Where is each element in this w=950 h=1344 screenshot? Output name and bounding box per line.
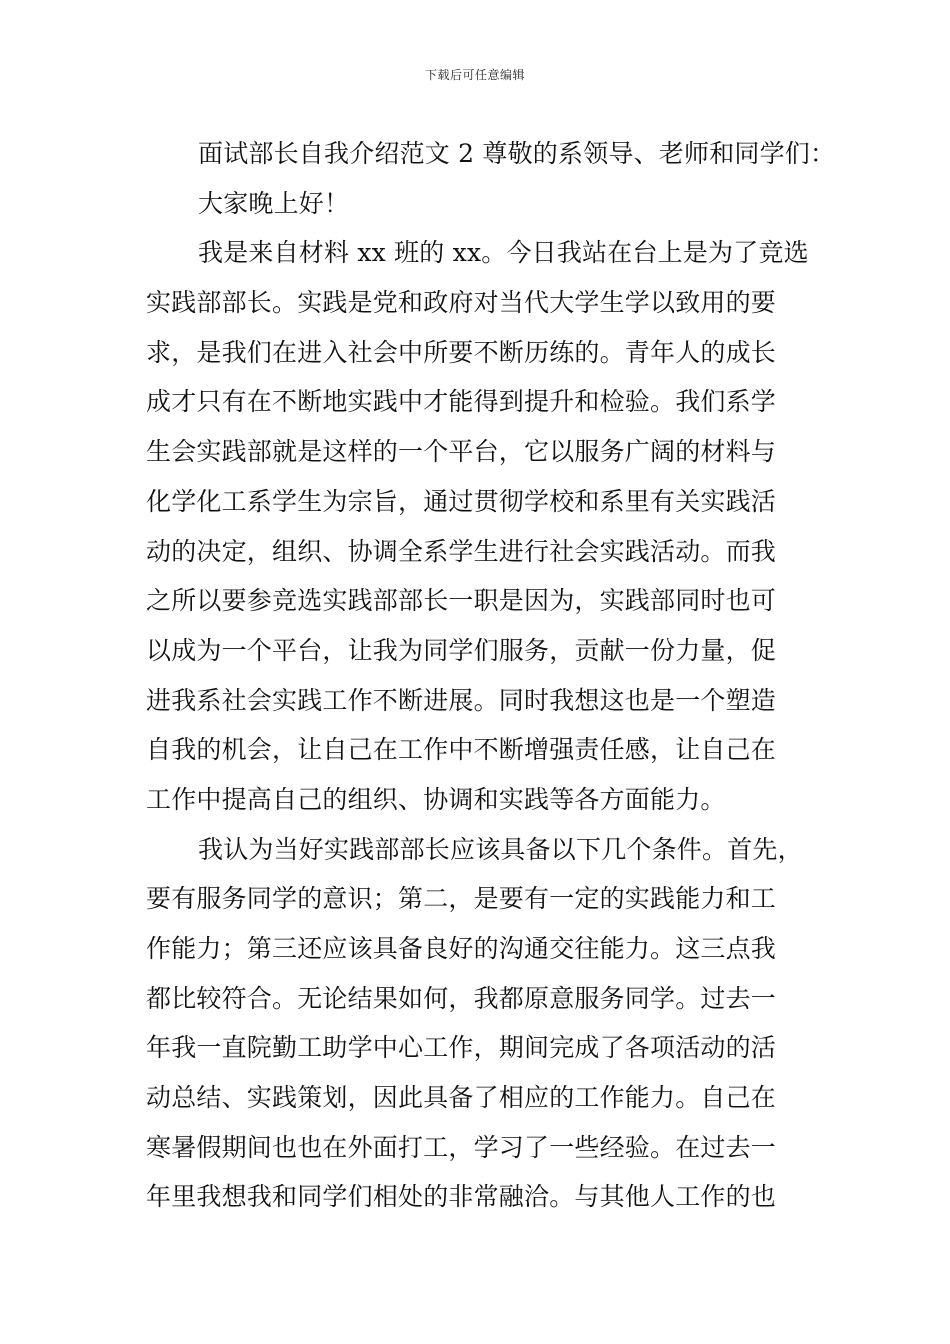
text-line: 要有服务同学的意识；第二，是要有一定的实践能力和工 <box>146 884 777 914</box>
text-line: 面试部长自我介绍范文 2 尊敬的系领导、老师和同学们： <box>198 139 836 168</box>
text-line: 都比较符合。无论结果如何，我都原意服务同学。过去一 <box>146 983 777 1013</box>
text-line: 实践部部长。实践是党和政府对当代大学生学以致用的要 <box>146 288 777 318</box>
text-line: 化学化工系学生为宗旨，通过贯彻学校和系里有关实践活 <box>146 486 777 516</box>
text-line: 年里我想我和同学们相处的非常融洽。与其他人工作的也 <box>146 1182 777 1212</box>
text-line: 以成为一个平台，让我为同学们服务，贡献一份力量，促 <box>146 635 777 665</box>
text-line: 大家晚上好！ <box>198 188 350 218</box>
document-body <box>146 129 836 1222</box>
text-line: 自我的机会，让自己在工作中不断增强责任感，让自己在 <box>146 735 777 765</box>
text-line: 之所以要参竞选实践部部长一职是因为，实践部同时也可 <box>146 586 777 616</box>
text-line: 我认为当好实践部部长应该具备以下几个条件。首先， <box>198 834 803 864</box>
text-line: 动的决定，组织、协调全系学生进行社会实践活动。而我 <box>146 536 777 566</box>
text-line: 求，是我们在进入社会中所要不断历练的。青年人的成长 <box>146 337 777 367</box>
text-line: 年我一直院勤工助学中心工作，期间完成了各项活动的活 <box>146 1033 777 1063</box>
text-line: 工作中提高自己的组织、协调和实践等各方面能力。 <box>146 784 726 814</box>
text-line: 生会实践部就是这样的一个平台，它以服务广阔的材料与 <box>146 437 777 467</box>
text-line: 寒暑假期间也也在外面打工，学习了一些经验。在过去一 <box>146 1132 777 1162</box>
text-line: 动总结、实践策划，因此具备了相应的工作能力。自己在 <box>146 1083 777 1113</box>
text-line: 进我系社会实践工作不断进展。同时我想这也是一个塑造 <box>146 685 777 715</box>
text-line: 我是来自材料 xx 班的 xx。今日我站在台上是为了竞选 <box>198 238 809 268</box>
text-line: 作能力；第三还应该具备良好的沟通交往能力。这三点我 <box>146 934 777 963</box>
page-header-note: 下载后可任意编辑 <box>424 68 525 82</box>
text-line: 成才只有在不断地实践中才能得到提升和检验。我们系学 <box>146 387 777 417</box>
